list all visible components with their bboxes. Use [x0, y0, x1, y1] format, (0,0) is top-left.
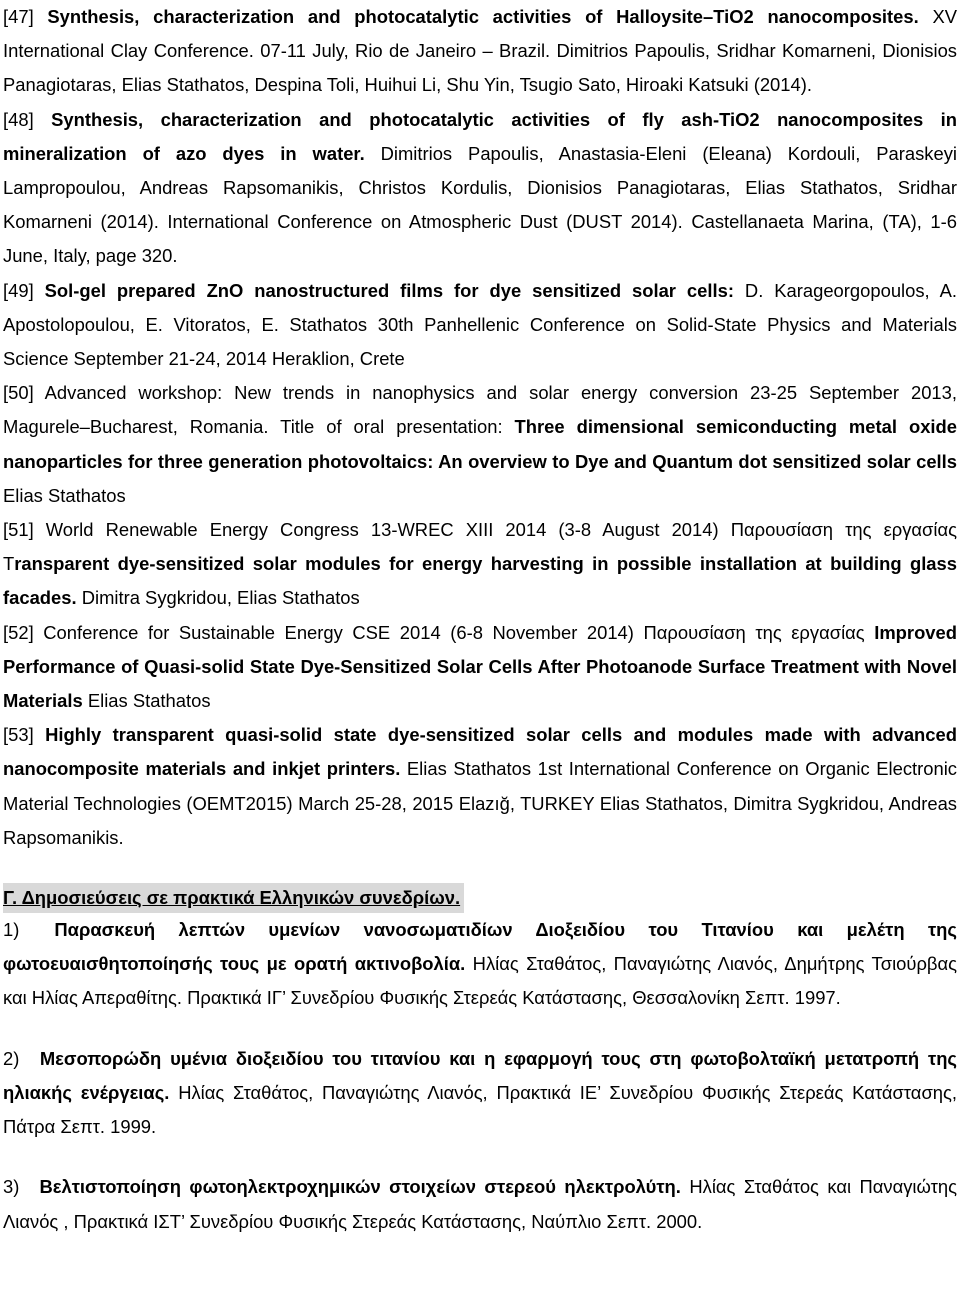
publication-details: Ηλίας Σταθάτος και Παναγιώτης Λιανός , Πρακτικά ΙΣΤ’ Συνεδρίου Φυσικής Στερεάς Κατάστασης, Ναύπλιο Σεπτ. 2000.	[3, 1176, 957, 1232]
publication-title: Παρασκευή λεπτών υμενίων νανοσωματιδίων Διοξειδίου του Τιτανίου και μελέτη της φωτοευαισθητοποίησής τους με ορατή ακτινοβολία.	[3, 919, 957, 975]
reference-details: XV International Clay Conference. 07-11 July, Rio de Janeiro – Brazil. Dimitrios Papoulis, Sridhar Komarneni, Dionisios Panagiotaras, Elias Stathatos, Despina Toli, Huihui Li, Shu Yin, Tsugio Sato, Hiroaki Katsuki (2014).	[3, 6, 957, 96]
publication-details: Ηλίας Σταθάτος, Παναγιώτης Λιανός, Πρακτικά ΙΕ’ Συνεδρίου Φυσικής Στερεάς Κατάστασης, Πάτρα Σεπτ. 1999.	[3, 1081, 957, 1138]
reference-title: Synthesis, characterization and photocatalytic activities of fly ash-TiO2 nanocomposites in mineralization of azo dyes in water.	[3, 108, 957, 164]
item-spacer	[3, 1016, 957, 1042]
publication-title: Βελτιστοποίηση φωτοηλεκτροχημικών στοιχείων στερεού ηλεκτρολύτη.	[39, 1176, 681, 1198]
publication-number: 1)	[3, 919, 20, 941]
reference-number: [51]	[3, 519, 34, 541]
reference-venue: Advanced workshop: New trends in nanophysics and solar energy conversion 23-25 September 2013, Magurele–Bucharest, Romania. Title of oral presentation:	[3, 382, 957, 438]
reference-details: Elias Stathatos 1st International Conference on Organic Electronic Material Technologies (OEMT2015) March 25-28, 2015 Elazığ, TURKEY Elias Stathatos, Dimitra Sygkridou, Andreas Rapsomanikis.	[3, 758, 957, 848]
item-spacer	[3, 1144, 957, 1170]
reference-title: Synthesis, characterization and photocatalytic activities of Halloysite–TiO2 nanocomposites.	[47, 6, 919, 27]
reference-48	[3, 103, 957, 274]
publication-details: Ηλίας Σταθάτος, Παναγιώτης Λιανός, Δημήτρης Τσιούρβας και Ηλίας Απεραθίτης. Πρακτικά ΙΓ’ Συνεδρίου Φυσικής Στερεάς Κατάστασης, Θεσσαλονίκη Σεπτ. 1997.	[3, 953, 957, 1009]
reference-details: Dimitrios Papoulis, Anastasia-Eleni (Eleana) Kordouli, Paraskeyi Lampropoulou, Andreas Rapsomanikis, Christos Kordulis, Dionisios Panagiotaras, Elias Stathatos, Sridhar Komarneni (2014). International Conference on Atmospheric Dust (DUST 2014). Castellanaeta Marina, (TA), 1-6 June, Italy, page 320.	[3, 142, 957, 267]
reference-50	[3, 376, 957, 513]
reference-details: Elias Stathatos	[3, 484, 126, 506]
reference-47	[3, 0, 957, 103]
greek-publication-2	[3, 1042, 957, 1145]
reference-details: D. Karageorgopoulos, A. Apostolopoulou, E. Vitoratos, E. Stathatos 30th Panhellenic Conference on Solid-State Physics and Materials Science September 21-24, 2014 Heraklion, Crete	[3, 279, 957, 370]
publication-number: 3)	[3, 1176, 20, 1198]
greek-publication-3	[3, 1170, 957, 1238]
reference-49	[3, 274, 957, 377]
publication-number: 2)	[3, 1047, 20, 1069]
reference-title: Sol-gel prepared ZnO nanostructured films for dye sensitized solar cells:	[44, 279, 734, 301]
reference-details: Elias Stathatos	[82, 690, 211, 712]
greek-publication-1	[3, 913, 957, 1016]
reference-number: [47]	[3, 6, 34, 27]
section-spacer	[3, 855, 957, 871]
document-page	[3, 0, 957, 1239]
reference-number: [50]	[3, 382, 34, 404]
reference-title: Three dimensional semiconducting metal oxide nanoparticles for three generation photovoltaics: An overview to Dye and Quantum dot sensitized solar cells	[3, 416, 957, 472]
reference-number: [53]	[3, 724, 34, 746]
reference-details: Dimitra Sygkridou, Elias Stathatos	[76, 587, 360, 609]
reference-number: [48]	[3, 108, 34, 130]
reference-title: ransparent dye-sensitized solar modules for energy harvesting in possible installation at building glass facades.	[3, 553, 957, 609]
reference-title: Highly transparent quasi-solid state dye-sensitized solar cells and modules made with advanced nanocomposite materials and inkjet printers.	[3, 724, 957, 780]
reference-venue: Conference for Sustainable Energy CSE 2014 (6-8 November 2014) Παρουσίαση της εργασίας	[33, 621, 875, 643]
reference-52	[3, 616, 957, 719]
reference-title: Improved Performance of Quasi-solid State Dye-Sensitized Solar Cells After Photoanode Surface Treatment with Novel Materials	[3, 621, 957, 712]
reference-51	[3, 513, 957, 616]
reference-number: [52]	[3, 621, 34, 643]
reference-venue: World Renewable Energy Congress 13-WREC XIII 2014 (3-8 August 2014) Παρουσίαση της εργασίας T	[3, 519, 957, 575]
publication-title: Μεσοπορώδη υμένια διοξειδίου του τιτανίου και η εφαρμογή τους στη φωτοβολταϊκή μετατροπή της ηλιακής ενέργειας.	[3, 1047, 957, 1103]
reference-53	[3, 718, 957, 855]
section-heading-line	[3, 883, 957, 913]
reference-number: [49]	[3, 279, 34, 301]
section-heading: Γ. Δημοσιεύσεις σε πρακτικά Ελληνικών συνεδρίων.	[3, 883, 464, 913]
